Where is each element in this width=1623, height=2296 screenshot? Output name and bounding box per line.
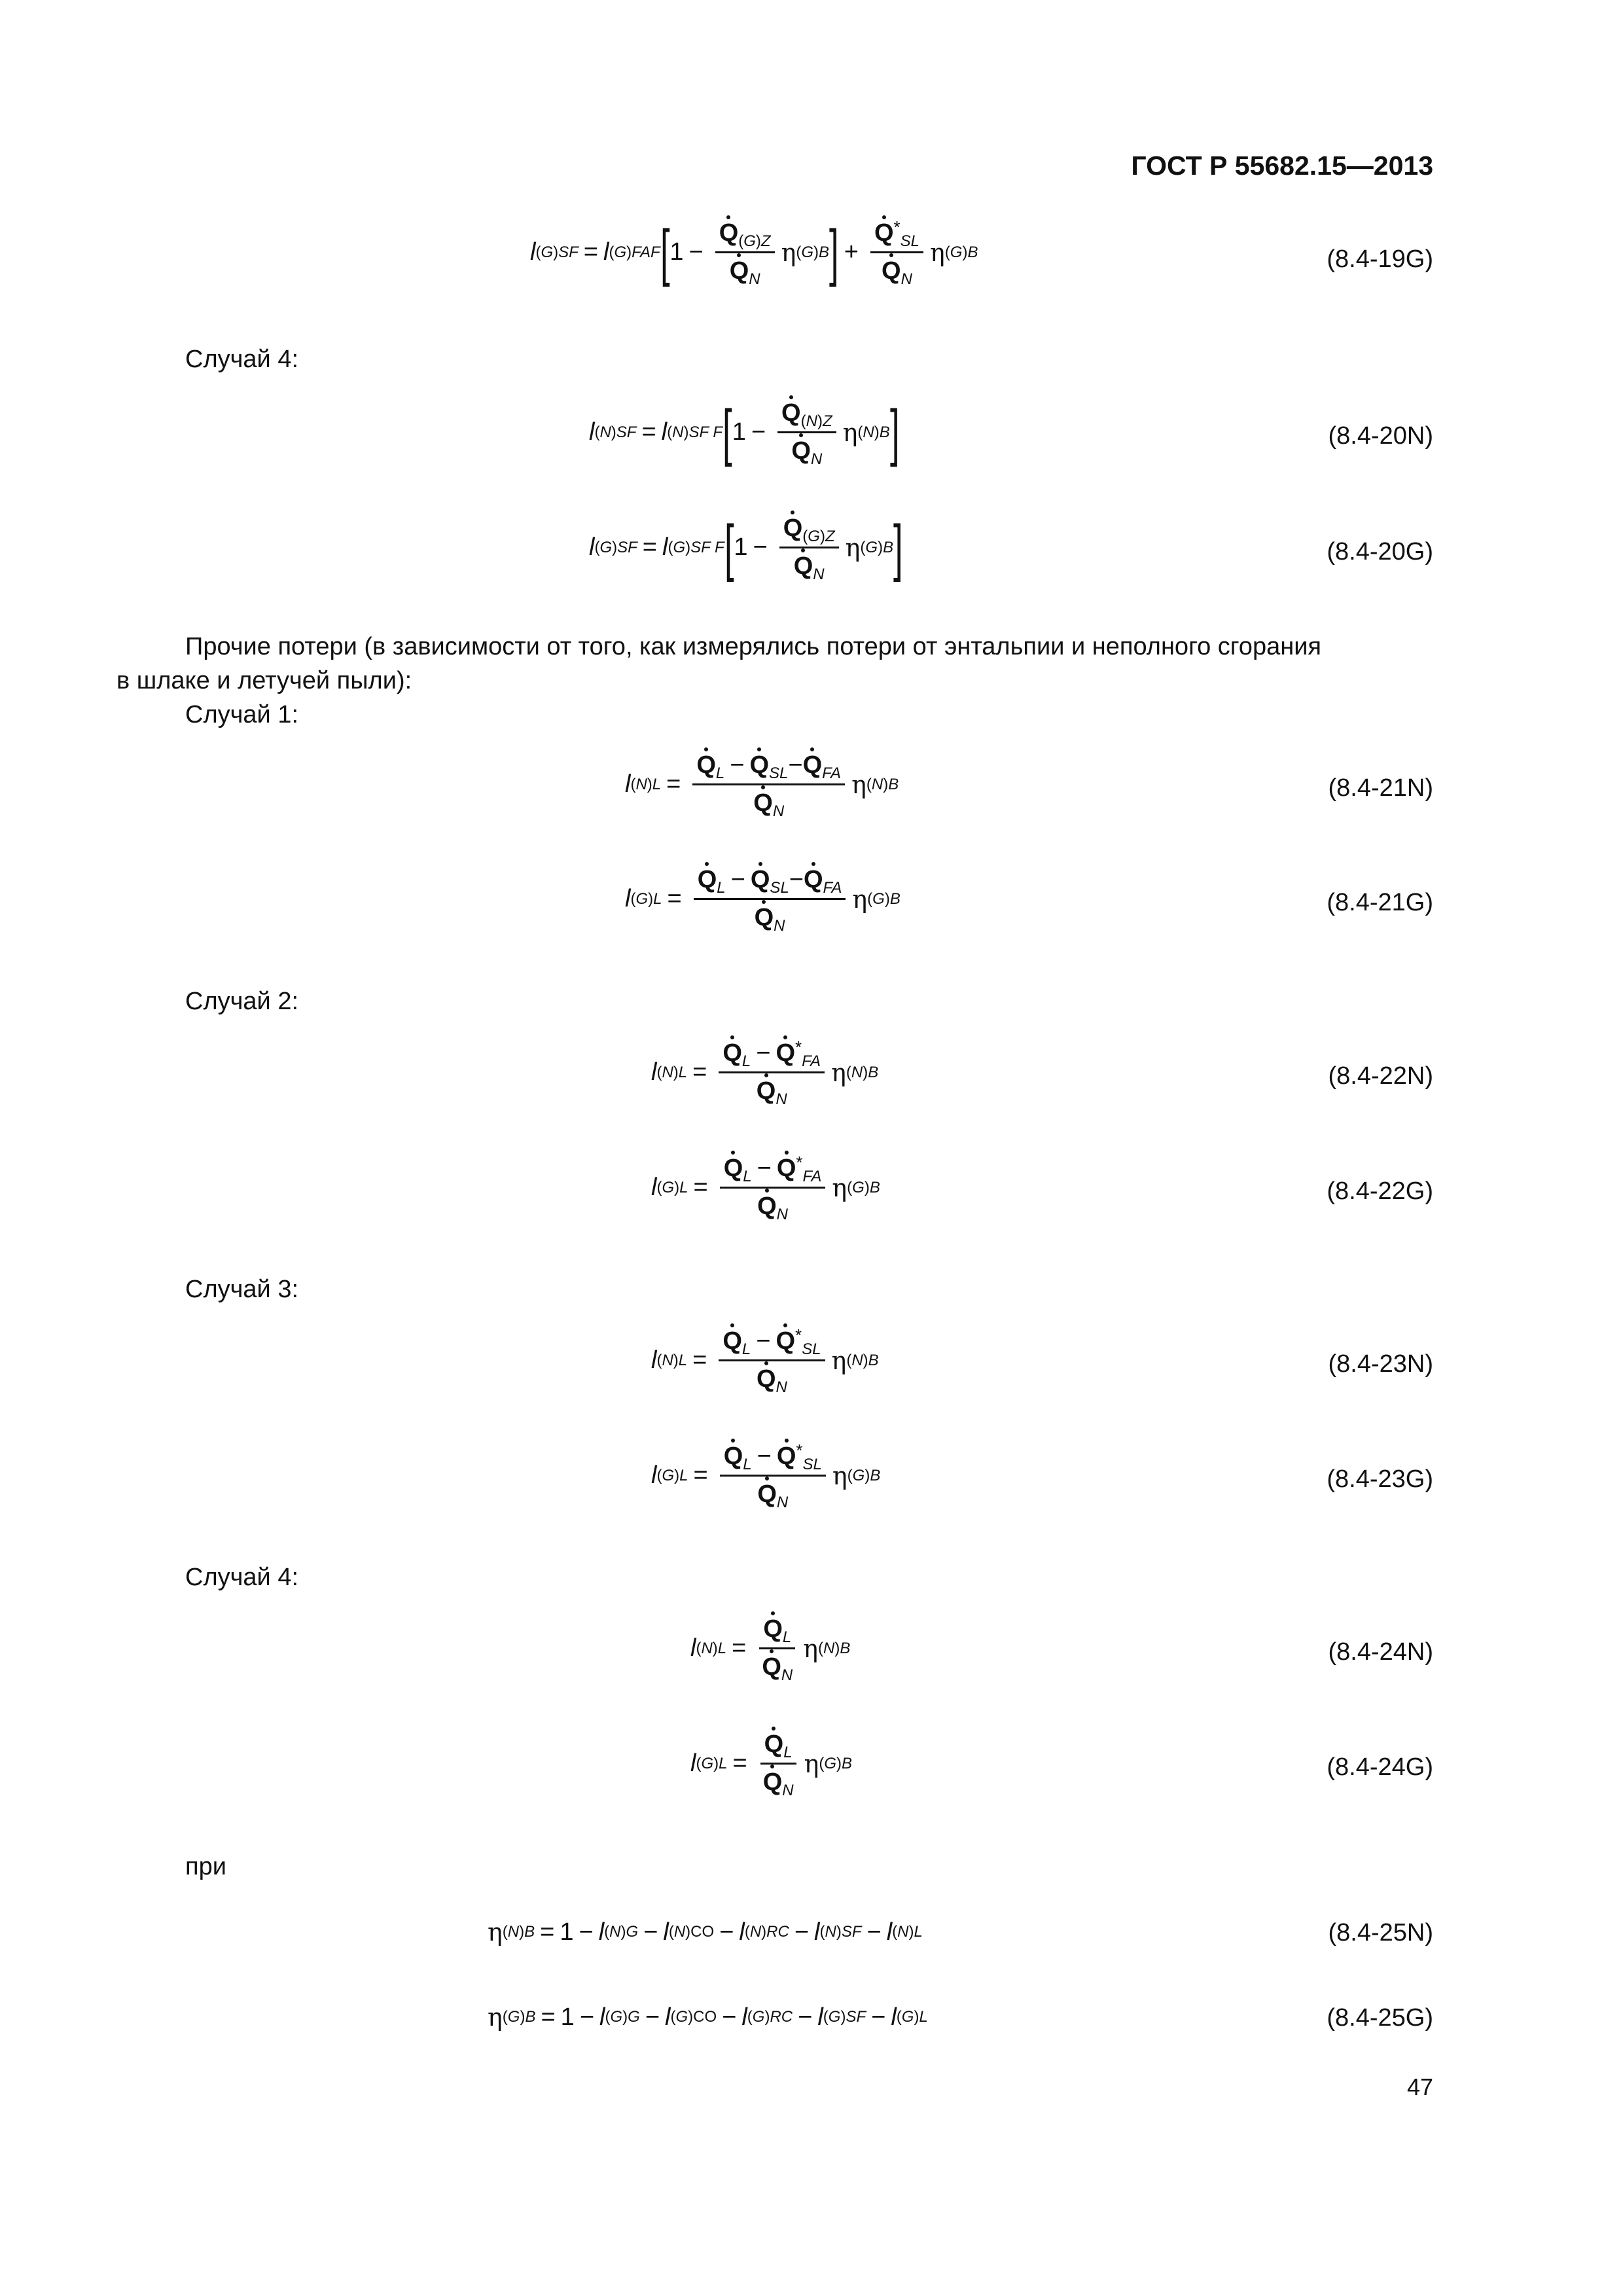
equation-number: (8.4-21G): [1327, 889, 1433, 916]
formula-8-4-22g: l (G)L = $\frac{Q_L - Q^*_{FA}}{Q_N}$ η (G)B: [651, 1153, 880, 1223]
formula-8-4-23n: l (N)L = $\frac{Q_L - Q^*_{SL}}{Q_N}$ η (N)B: [651, 1325, 879, 1396]
equation-number: (8.4-25G): [1327, 2004, 1433, 2032]
equation-number: (8.4-22N): [1328, 1062, 1433, 1090]
paragraph-line: Прочие потери (в зависимости от того, как измерялись потери от энтальпии и неполного сгорания: [185, 633, 1321, 660]
equation-number: (8.4-24N): [1328, 1638, 1433, 1666]
formula-8-4-24n: l (N)L = $\frac{Q_L}{Q_N}$ η (N)B: [690, 1615, 851, 1684]
formula-8-4-19g: l (G)SF = l (G)FAF [ 1 − $\frac{Q_{(G)Z}}{Q_N}$ η (G)B ] + $\frac{Q^*_{SL}}{Q_N}$ η (G)B: [530, 217, 978, 288]
formula-8-4-21n: l (N)L = $\frac{Q_L - Q_{SL}-Q_{FA}}{Q_N}$ η (N)B: [625, 751, 899, 820]
equation-number: (8.4-21N): [1328, 774, 1433, 802]
formula-8-4-22n: l (N)L = $\frac{Q_L - Q^*_{FA}}{Q_N}$ η (N)B: [651, 1037, 879, 1108]
equation-number: (8.4-25N): [1328, 1919, 1433, 1946]
page-number: 47: [1406, 2073, 1433, 2100]
equation-number: (8.4-24G): [1327, 1753, 1433, 1781]
paragraph-line: в шлаке и летучей пыли):: [116, 667, 412, 694]
equation-number: (8.4-22G): [1327, 1177, 1433, 1205]
case-label: Случай 2:: [185, 988, 299, 1015]
formula-8-4-24g: l (G)L = $\frac{Q_L}{Q_N}$ η (G)B: [690, 1731, 853, 1799]
equation-number: (8.4-20G): [1327, 538, 1433, 565]
paragraph-line: при: [185, 1853, 226, 1880]
document-header: ГОСТ Р 55682.15—2013: [1131, 151, 1433, 181]
equation-number: (8.4-23N): [1328, 1350, 1433, 1378]
formula-8-4-23g: l (G)L = $\frac{Q_L - Q^*_{SL}}{Q_N}$ η (G)B: [651, 1441, 881, 1511]
case-label: Случай 4:: [185, 346, 299, 373]
case-label: Случай 3:: [185, 1276, 299, 1303]
equation-number: (8.4-23G): [1327, 1465, 1433, 1493]
formula-8-4-21g: l (G)L = $\frac{Q_L - Q_{SL}-Q_{FA}}{Q_N}$ η (G)B: [625, 866, 901, 935]
formula-8-4-20n: l (N)SF = l (N)SF F [ 1 − $\frac{Q_{(N)Z}}{Q_N}$ η (N)B ]: [589, 397, 900, 468]
formula-8-4-20g: l (G)SF = l (G)SF F [ 1 − $\frac{Q_{(G)Z}}{Q_N}$ η (G)B ]: [589, 512, 903, 583]
equation-number: (8.4-19G): [1327, 245, 1433, 273]
case-label: Случай 1:: [185, 701, 299, 728]
case-label: Случай 4:: [185, 1564, 299, 1591]
formula-8-4-25n: η (N)B = 1 − l (N)G − l (N)CO − l (N)RC − l (N)SF − l (N)L: [488, 1918, 923, 1946]
equation-number: (8.4-20N): [1328, 422, 1433, 450]
formula-8-4-25g: η (G)B = 1 − l (G)G − l (G)CO − l (G)RC − l (G)SF − l (G)L: [488, 2003, 928, 2032]
